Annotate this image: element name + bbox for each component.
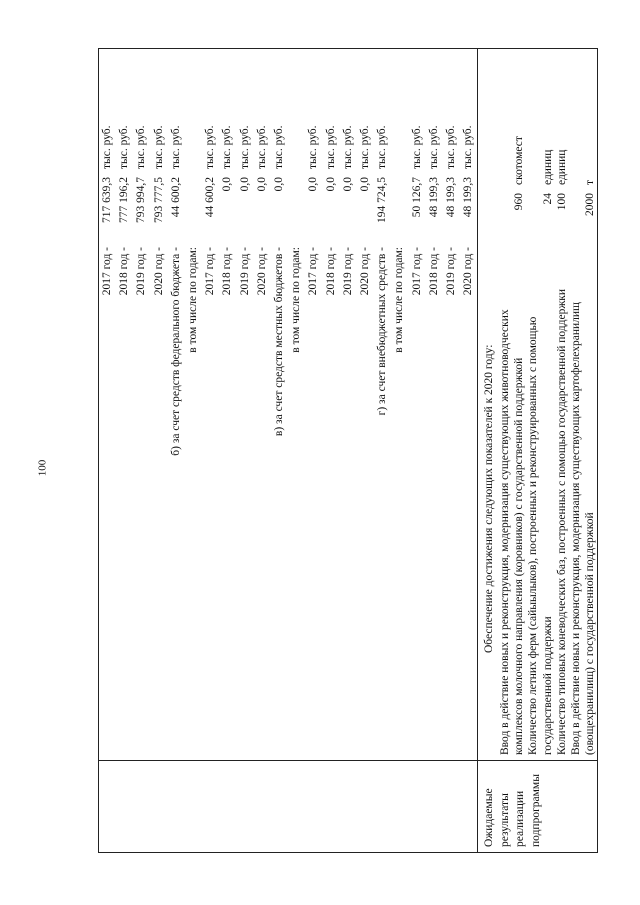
row-value: 0,0 xyxy=(273,177,285,192)
row-year: 2018 год - xyxy=(324,247,337,296)
row-year: 2019 год - xyxy=(445,247,457,296)
result-unit: единиц xyxy=(555,149,568,185)
result-text: комплексов молочного направления (коровников) с государственной поддержкой xyxy=(513,357,526,755)
row-value: 0,0 xyxy=(324,177,337,192)
row-value: 48 199,3 xyxy=(462,177,475,218)
row-unit: тыс. руб. xyxy=(135,125,148,169)
row-unit: тыс. руб. xyxy=(307,125,320,169)
page-number: 100 xyxy=(36,459,49,477)
result-value: 24 xyxy=(541,193,554,205)
row-year: 2018 год - xyxy=(221,247,234,296)
row-label: г) за счет внебюджетных средств - xyxy=(376,247,389,416)
row-unit: тыс. руб. xyxy=(118,125,131,169)
row-year: 2017 год - xyxy=(410,247,423,296)
row-label: б) за счет средств федерального бюджета - xyxy=(169,247,182,456)
result-text: Количество летних ферм (сайыылыков), построенных и реконструированных с помощью xyxy=(527,316,540,755)
row-unit: тыс. руб. xyxy=(376,125,389,169)
row-value: 44 600,2 xyxy=(204,177,217,218)
result-unit: единиц xyxy=(541,149,554,185)
row-unit: тыс. руб. xyxy=(221,125,234,169)
row-year: 2020 год - xyxy=(359,247,371,296)
row-year: 2018 год - xyxy=(427,247,440,296)
row-year: 2020 год - xyxy=(152,247,165,296)
result-text: государственной поддержки xyxy=(541,616,554,755)
column-divider xyxy=(98,760,598,761)
row-year: 2019 год - xyxy=(341,247,354,296)
row-value: 0,0 xyxy=(221,177,234,192)
row-unit: тыс. руб. xyxy=(273,125,285,169)
results-heading: Обеспечение достижения следующих показателей к 2020 году: xyxy=(483,344,495,653)
result-value: 2000 xyxy=(584,193,597,216)
table-right-border xyxy=(98,48,598,49)
row-label: в том числе по годам: xyxy=(187,247,199,353)
row-unit: тыс. руб. xyxy=(238,125,251,169)
row-year: 2019 год - xyxy=(135,247,148,296)
row-year: 2017 год - xyxy=(101,247,113,296)
row-value: 0,0 xyxy=(238,177,251,192)
row-unit: тыс. руб. xyxy=(324,125,337,169)
result-unit: т xyxy=(584,179,597,185)
table-left-border xyxy=(98,852,598,853)
row-unit: тыс. руб. xyxy=(101,125,113,169)
row-value: 0,0 xyxy=(359,177,371,192)
row-year: 2020 год - xyxy=(462,247,475,296)
row-value: 793 777,5 xyxy=(152,177,165,223)
row-unit: тыс. руб. xyxy=(152,125,165,169)
result-text: Ввод в действие новых и реконструкция, модернизация существующих животноводческих xyxy=(499,309,511,755)
row-unit: тыс. руб. xyxy=(204,125,217,169)
row-unit: тыс. руб. xyxy=(462,125,475,169)
row-unit: тыс. руб. xyxy=(445,125,457,169)
row-value: 0,0 xyxy=(307,177,320,192)
row-value: 717 639,3 xyxy=(101,177,113,223)
result-text: Ввод в действие новых и реконструкция, модернизация существующих картофелехранилищ xyxy=(570,302,582,755)
row-unit: тыс. руб. xyxy=(255,125,268,169)
budget-table xyxy=(98,48,598,853)
row-label: в том числе по годам: xyxy=(290,247,303,353)
section-divider xyxy=(477,48,478,853)
row-year: 2020 год - xyxy=(255,247,268,296)
row-year: 2017 год - xyxy=(204,247,217,296)
row-unit: тыс. руб. xyxy=(427,125,440,169)
row-value: 194 724,5 xyxy=(376,177,389,223)
row-value: 48 199,3 xyxy=(427,177,440,218)
row-value: 48 199,3 xyxy=(445,177,457,218)
row-label: в том числе по годам: xyxy=(393,247,406,353)
row-value: 44 600,2 xyxy=(169,177,182,218)
row-year: 2019 год - xyxy=(238,247,251,296)
row-unit: тыс. руб. xyxy=(410,125,423,169)
row-unit: тыс. руб. xyxy=(341,125,354,169)
results-label: Ожидаемые результаты реализации подпрограммы xyxy=(483,774,542,847)
row-value: 0,0 xyxy=(255,177,268,192)
row-value: 793 994,7 xyxy=(135,177,148,223)
row-label: в) за счет средств местных бюджетов - xyxy=(273,247,285,437)
table-top-border xyxy=(98,48,99,853)
row-value: 0,0 xyxy=(341,177,354,192)
result-unit: скотомест xyxy=(513,136,526,185)
result-text: (овощехранилищ) с государственной поддержкой xyxy=(584,512,597,755)
result-value: 960 xyxy=(513,193,526,211)
row-value: 50 126,7 xyxy=(410,177,423,218)
row-value: 777 196,2 xyxy=(118,177,131,223)
row-year: 2017 год - xyxy=(307,247,320,296)
result-text: Количество типовых коневодческих баз, построенных с помощью государственной поддержки xyxy=(555,288,568,755)
result-value: 100 xyxy=(555,193,568,211)
row-year: 2018 год - xyxy=(118,247,131,296)
row-unit: тыс. руб. xyxy=(169,125,182,169)
row-unit: тыс. руб. xyxy=(359,125,371,169)
